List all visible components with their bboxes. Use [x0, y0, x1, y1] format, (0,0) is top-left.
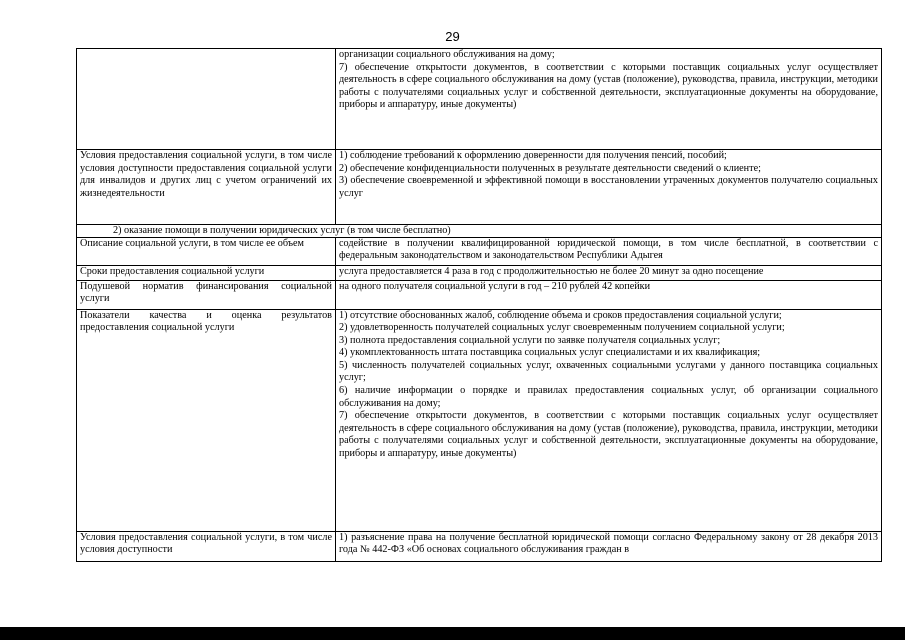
row-label-cell	[77, 265, 336, 280]
content-line: 1) соблюдение требований к оформлению доверенности для получения пенсий, пособий;	[339, 150, 727, 161]
table-row	[77, 150, 882, 225]
content-line: 3) обеспечение своевременной и эффективной помощи в восстановлении утраченных документов получателю социальных услуг	[339, 175, 878, 199]
row-content-cell	[336, 237, 882, 265]
page-number: 29	[445, 29, 460, 44]
table-row	[77, 265, 882, 280]
content-line: 5) численность получателей социальных услуг, охваченных социальными услугами у данного поставщика социальных услуг;	[339, 359, 878, 384]
table-row	[77, 280, 882, 309]
content-line: 7) обеспечение открытости документов, в соответствии с которыми поставщик социальных услуг осуществляет деятельность в сфере социального обслуживания на дому (устав (положение), руководства, правила, инструкции, методики работы с получателями социальных услуг и собственной деятельности, эксплуатационные документы на оборудование, приборы и аппаратуру, иные документы)	[339, 410, 878, 460]
row-label-cell	[77, 280, 336, 309]
section-heading: 2) оказание помощи в получении юридических услуг (в том числе бесплатно)	[77, 225, 882, 238]
content-line: 2) удовлетворенность получателей социальных услуг своевременным получением социальной услуги;	[339, 322, 785, 334]
content-line: 1) разъяснение права на получение бесплатной юридической помощи согласно Федеральному закону от 28 декабря 2013 года № 442-ФЗ «Об основах социального обслуживания граждан в	[339, 531, 878, 556]
row-label-cell	[77, 237, 336, 265]
content-line: содействие в получении квалифицированной юридической помощи, в том числе бесплатной, в соответствии с федеральным законодательством и законодательством Республики Адыгея	[339, 237, 878, 262]
content-line: 6) наличие информации о порядке и правилах предоставления социальных услуг, об организации социального обслуживания на дому;	[339, 385, 878, 409]
label-line: Условия предоставления социальной услуги, в том числе условия доступности	[80, 531, 332, 556]
row-content-cell	[336, 309, 882, 531]
row-label-cell	[77, 49, 336, 150]
row-content-cell	[336, 265, 882, 280]
services-table	[76, 48, 882, 562]
content-line: услуга предоставляется 4 раза в год с продолжительностью не более 20 минут за одно посещение	[339, 265, 764, 277]
row-label-cell	[77, 150, 336, 225]
row-content-cell	[336, 150, 882, 225]
label-line: Подушевой норматив финансирования социальной услуги	[80, 280, 332, 305]
row-content-cell	[336, 49, 882, 150]
scan-bottom-border	[0, 627, 905, 640]
row-label-cell	[77, 531, 336, 561]
label-line: Сроки предоставления социальной услуги	[80, 265, 265, 277]
table-row	[77, 225, 882, 238]
label-line: Условия предоставления социальной услуги, в том числе условия доступности предоставления социальной услуги для инвалидов и других лиц с учетом ограничений их жизнедеятельности	[80, 150, 332, 199]
row-label-cell	[77, 309, 336, 531]
content-line: организации социального обслуживания на дому;	[339, 49, 555, 60]
content-line: 3) полнота предоставления социальной услуги по заявке получателя социальных услуг;	[339, 334, 721, 346]
content-line: 7) обеспечение открытости документов, в соответствии с которыми поставщик социальных услуг осуществляет деятельность в сфере социального обслуживания на дому (устав (положение), руководства, правила, инструкции, методики работы с получателями социальных услуг и собственной деятельности, эксплуатационные документы на оборудование, приборы и аппаратуру, иные документы)	[339, 61, 878, 111]
label-line: Описание социальной услуги, в том числе ее объем	[80, 237, 304, 249]
content-line: на одного получателя социальной услуги в год – 210 рублей 42 копейки	[339, 280, 651, 292]
table-row	[77, 49, 882, 150]
row-content-cell	[336, 531, 882, 561]
label-line: Показатели качества и оценка результатов предоставления социальной услуги	[80, 309, 332, 334]
table-row	[77, 237, 882, 265]
table-row	[77, 309, 882, 531]
table-row	[77, 531, 882, 561]
content-line: 1) отсутствие обоснованных жалоб, соблюдение объема и сроков предоставления социальной услуги;	[339, 309, 782, 321]
content-line: 2) обеспечение конфиденциальности полученных в результате деятельности сведений о клиенте;	[339, 162, 761, 174]
content-line: 4) укомплектованность штата поставщика социальных услуг специалистами и их квалификация;	[339, 347, 761, 359]
row-content-cell	[336, 280, 882, 309]
